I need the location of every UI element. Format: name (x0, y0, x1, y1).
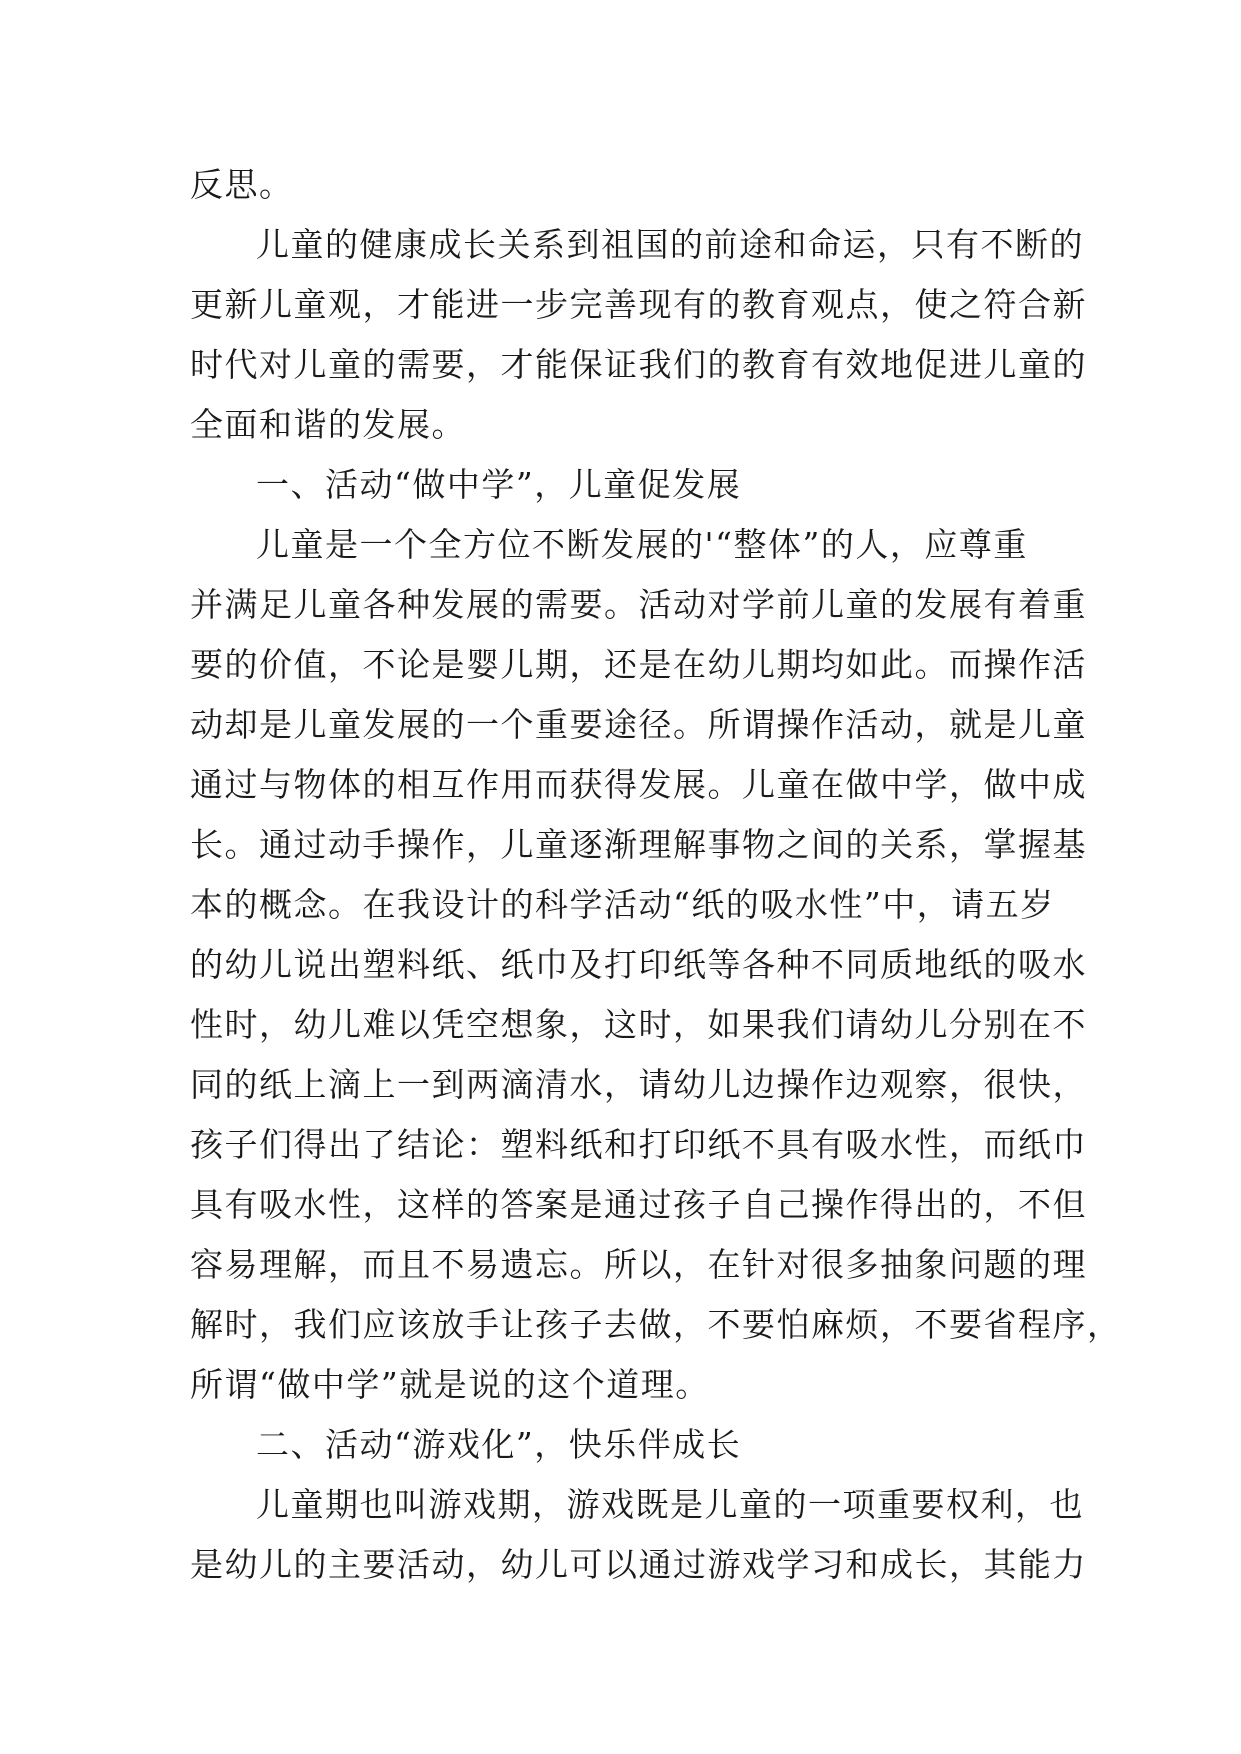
text-line: 容易理解，而且不易遗忘。所以，在针对很多抽象问题的理 (190, 1245, 1087, 1284)
text-line: 并满足儿童各种发展的需要。活动对学前儿童的发展有着重 (190, 585, 1087, 624)
text-line: 儿童是一个全方位不断发展的'“整体”的人，应尊重 (256, 525, 1028, 564)
text-line: 具有吸水性，这样的答案是通过孩子自己操作得出的，不但 (190, 1185, 1087, 1224)
text-line: 通过与物体的相互作用而获得发展。儿童在做中学，做中成 (190, 765, 1087, 804)
text-line: 长。通过动手操作，儿童逐渐理解事物之间的关系，掌握基 (190, 825, 1087, 864)
text-line: 反思。 (190, 165, 294, 204)
text-line: 要的价值，不论是婴儿期，还是在幼儿期均如此。而操作活 (190, 645, 1087, 684)
text-line: 儿童期也叫游戏期，游戏既是儿童的一项重要权利，也 (256, 1485, 1084, 1524)
section-heading: 一、活动“做中学”，儿童促发展 (256, 465, 742, 504)
text-line: 动却是儿童发展的一个重要途径。所谓操作活动，就是儿童 (190, 705, 1087, 744)
text-line: 孩子们得出了结论：塑料纸和打印纸不具有吸水性，而纸巾 (190, 1125, 1087, 1164)
section-heading: 二、活动“游戏化”，快乐伴成长 (256, 1425, 742, 1464)
text-line: 所谓“做中学”就是说的这个道理。 (190, 1365, 710, 1404)
text-line: 全面和谐的发展。 (190, 405, 466, 444)
text-line: 是幼儿的主要活动，幼儿可以通过游戏学习和成长，其能力 (190, 1545, 1087, 1584)
text-line: 解时，我们应该放手让孩子去做，不要怕麻烦，不要省程序， (190, 1305, 1122, 1344)
text-line: 儿童的健康成长关系到祖国的前途和命运，只有不断的 (256, 225, 1084, 264)
text-line: 同的纸上滴上一到两滴清水，请幼儿边操作边观察，很快， (190, 1065, 1087, 1104)
text-line: 本的概念。在我设计的科学活动“纸的吸水性”中，请五岁 (190, 885, 1055, 924)
text-line: 时代对儿童的需要，才能保证我们的教育有效地促进儿童的 (190, 345, 1087, 384)
text-line: 性时，幼儿难以凭空想象，这时，如果我们请幼儿分别在不 (190, 1005, 1087, 1044)
text-line: 的幼儿说出塑料纸、纸巾及打印纸等各种不同质地纸的吸水 (190, 945, 1087, 984)
text-line: 更新儿童观，才能进一步完善现有的教育观点，使之符合新 (190, 285, 1087, 324)
